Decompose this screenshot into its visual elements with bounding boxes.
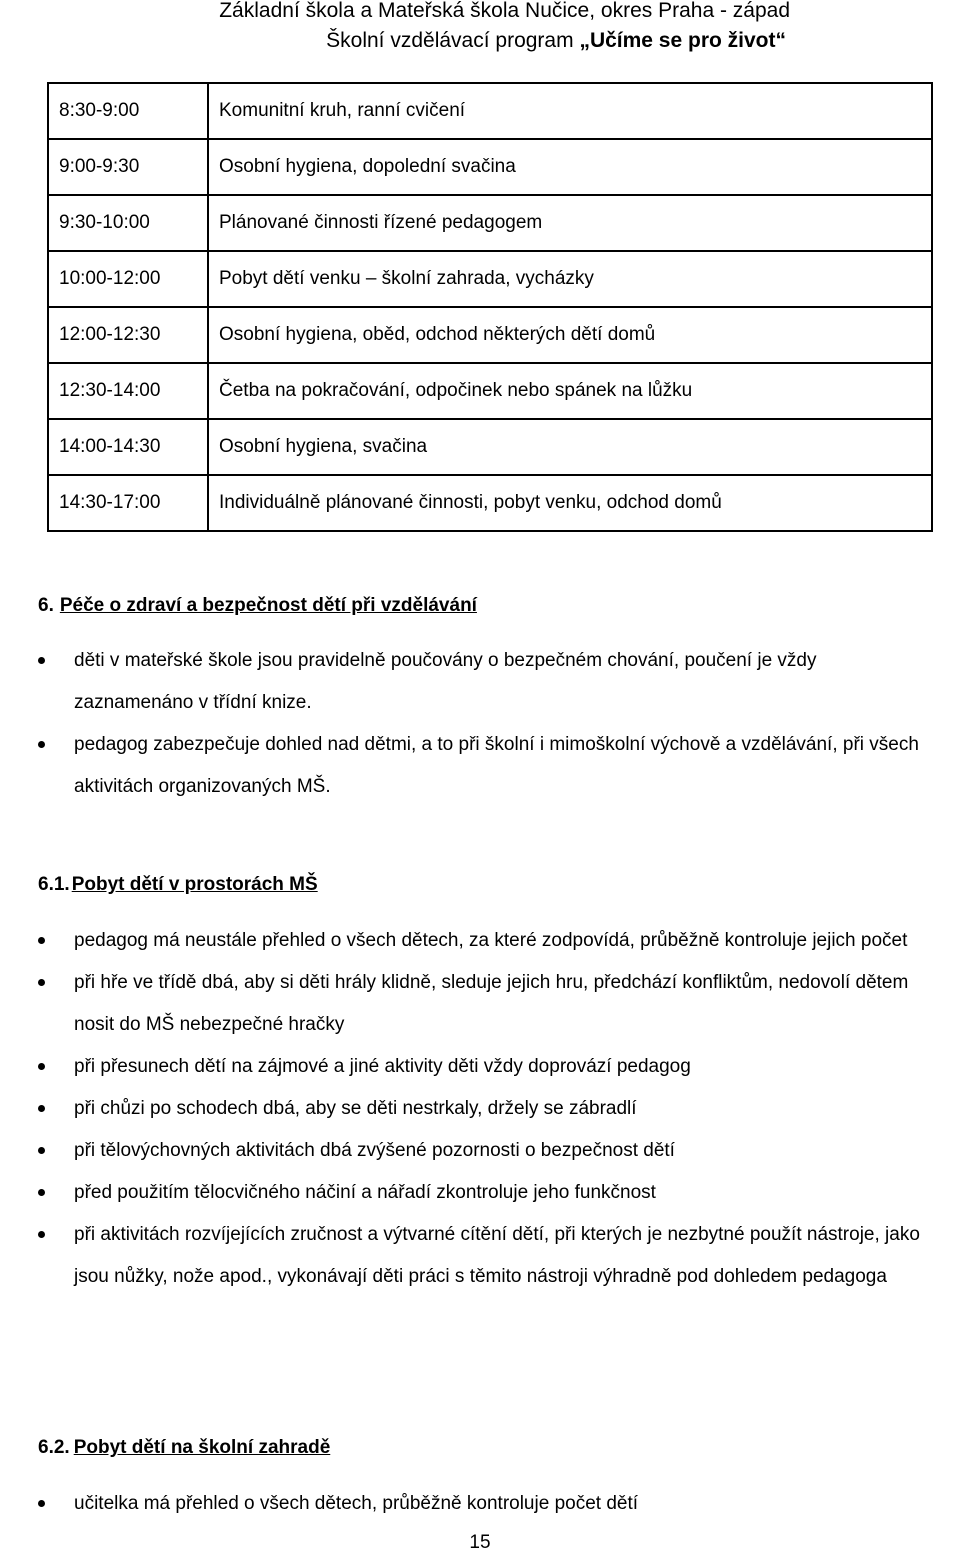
bullet-icon — [38, 1231, 45, 1238]
list-item-text: učitelka má přehled o všech dětech, průběžně kontroluje počet dětí — [74, 1493, 639, 1514]
list-item — [0, 920, 960, 962]
bullet-icon — [38, 657, 45, 664]
header-program-prefix: Školní vzdělávací program — [326, 29, 580, 52]
schedule-activity: Individuálně plánované činnosti, pobyt venku, odchod domů — [208, 475, 932, 531]
schedule-activity: Osobní hygiena, dopolední svačina — [208, 139, 932, 195]
section-title: Pobyt dětí na školní zahradě — [73, 1437, 331, 1458]
list-item-text: při hře ve třídě dbá, aby si děti hrály klidně, sleduje jejich hru, předchází konfliktům, nedovolí dětem nosit do MŠ nebezpečné hračky — [74, 972, 909, 1035]
schedule-time: 9:30-10:00 — [48, 195, 208, 251]
schedule-time: 14:00-14:30 — [48, 419, 208, 475]
section-6-2-list — [0, 1483, 960, 1525]
section-number: 6. — [38, 595, 54, 616]
bullet-icon — [38, 1105, 45, 1112]
list-item-text: při chůzi po schodech dbá, aby se děti nestrkaly, držely se zábradlí — [74, 1098, 637, 1119]
header-program-title: „Učíme se pro život“ — [579, 29, 786, 52]
section-6-list — [0, 640, 960, 808]
table-row — [48, 195, 932, 251]
schedule-activity: Pobyt dětí venku – školní zahrada, vycházky — [208, 251, 932, 307]
table-row — [48, 139, 932, 195]
bullet-icon — [38, 1189, 45, 1196]
table-row — [48, 251, 932, 307]
list-item — [0, 724, 960, 808]
list-item-text: při přesunech dětí na zájmové a jiné aktivity děti vždy doprovází pedagog — [74, 1056, 691, 1077]
section-number: 6.2. — [38, 1437, 70, 1458]
schedule-activity: Četba na pokračování, odpočinek nebo spánek na lůžku — [208, 363, 932, 419]
list-item — [0, 1483, 960, 1525]
schedule-time: 12:00-12:30 — [48, 307, 208, 363]
list-item-text: při tělovýchovných aktivitách dbá zvýšené pozornosti o bezpečnost dětí — [74, 1140, 675, 1161]
list-item — [0, 640, 960, 724]
list-item-text: při aktivitách rozvíjejících zručnost a výtvarné cítění dětí, při kterých je nezbytné použít nástroje, jako jsou nůžky, nože apod., vykonávají děti práci s těmito nástroji výhradně pod dohledem pedagoga — [74, 1224, 920, 1287]
list-item — [0, 1088, 960, 1130]
schedule-time: 14:30-17:00 — [48, 475, 208, 531]
section-title: Pobyt dětí v prostorách MŠ — [71, 874, 318, 895]
list-item — [0, 962, 960, 1046]
list-item-text: před použitím tělocvičného náčiní a nářadí zkontroluje jeho funkčnost — [74, 1182, 656, 1203]
schedule-time: 10:00-12:00 — [48, 251, 208, 307]
list-item-text: děti v mateřské škole jsou pravidelně poučovány o bezpečném chování, poučení je vždy zaznamenáno v třídní knize. — [74, 650, 817, 713]
header-program — [0, 26, 790, 56]
bullet-icon — [38, 1063, 45, 1070]
table-row — [48, 363, 932, 419]
list-item-text: pedagog má neustále přehled o všech dětech, za které zodpovídá, průběžně kontroluje jejich počet — [74, 930, 908, 951]
section-number: 6.1. — [38, 874, 70, 895]
schedule-activity: Osobní hygiena, oběd, odchod některých dětí domů — [208, 307, 932, 363]
table-row — [48, 307, 932, 363]
list-item — [0, 1130, 960, 1172]
list-item — [0, 1046, 960, 1088]
section-6-1-list — [0, 920, 960, 1298]
schedule-time: 8:30-9:00 — [48, 83, 208, 139]
section-6-1-heading — [38, 873, 318, 897]
schedule-time: 9:00-9:30 — [48, 139, 208, 195]
table-row — [48, 419, 932, 475]
page-number: 15 — [469, 1532, 491, 1553]
schedule-activity: Osobní hygiena, svačina — [208, 419, 932, 475]
schedule-time: 12:30-14:00 — [48, 363, 208, 419]
schedule-activity: Komunitní kruh, ranní cvičení — [208, 83, 932, 139]
list-item-text: pedagog zabezpečuje dohled nad dětmi, a to při školní i mimoškolní výchově a vzdělávání, při všech aktivitách organizovaných MŠ. — [74, 734, 919, 797]
bullet-icon — [38, 1147, 45, 1154]
bullet-icon — [38, 937, 45, 944]
bullet-icon — [38, 979, 45, 986]
list-item — [0, 1172, 960, 1214]
bullet-icon — [38, 1500, 45, 1507]
schedule-activity: Plánované činnosti řízené pedagogem — [208, 195, 932, 251]
section-title: Péče o zdraví a bezpečnost dětí při vzdělávání — [59, 595, 477, 616]
table-row — [48, 83, 932, 139]
section-6-heading — [38, 594, 477, 618]
daily-schedule-table — [47, 82, 933, 532]
table-row — [48, 475, 932, 531]
section-6-2-heading — [38, 1436, 330, 1460]
page-header — [0, 0, 960, 56]
bullet-icon — [38, 741, 45, 748]
header-school-name: Základní škola a Mateřská škola Nučice, okres Praha - západ — [219, 0, 790, 22]
list-item — [0, 1214, 960, 1298]
